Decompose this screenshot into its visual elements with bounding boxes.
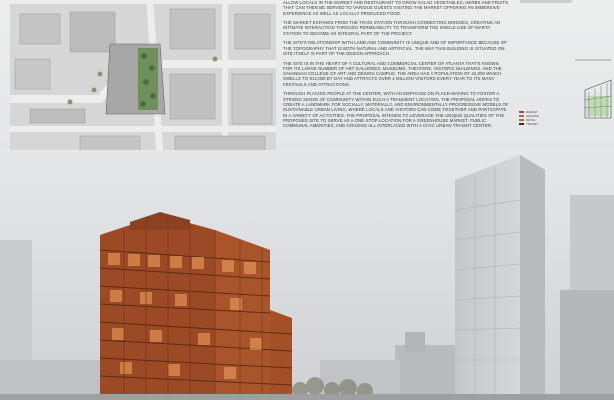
legend-label: HOUSING bbox=[526, 114, 540, 118]
paragraph-context: THE SITE IS IN THE HEART OF A CULTURAL AND COMMERCIAL CENTER OF ATLANTA THAT'S KNOWN FOR ITS LARGE NUMBER OF ART GALLERIES, MUSEUMS, THEATERS, HISTORIC BUILDINGS, AND THE SAVANNAH COLLEGE OF ART AND DESIGN CAMPUS. THE AREA HAS A POPULATION OF 42,000 WHICH SWELLS TO 912,000 BY DAY AND ATTRACTS OVER 4 MILLION VISITORS EVERY YEAR TO ITS MANY FESTIVALS AND ATTRACTIONS. bbox=[283, 60, 502, 87]
diagram-legend bbox=[519, 110, 569, 126]
paragraph-station: THE MARKET EXPANDS FROM THE TRAIN STATION THROUGH CONNECTING BRIDGES, CREATING AN INTIMATE INTERACTION THROUGH PERMEABILITY TO TRANSFORM THE SINGLE-USE OF MARTA STATION TO BECOME AN INTEGRAL PART OF THE PROJECT. bbox=[283, 20, 501, 36]
legend-swatch-orange bbox=[519, 119, 524, 122]
site-plan-image bbox=[10, 4, 276, 156]
paragraph-site: THE SITE'S RELATIONSHIP WITH LAND AND COMMUNITY IS UNIQUE AND OF IMPORTANCE BECAUSE OF THE TOPOGRAPHY THAT IS BOTH NATURAL AND ARTIFICIAL. THE WAY THIS BUILDING IS SITUATED ON-SITE ITSELF IS PART OF THE DESIGN APPROACH. bbox=[283, 40, 507, 56]
project-description bbox=[283, 0, 509, 160]
paragraph-proposal: THROUGH PLACING PEOPLE AT THE CENTER, WITH AN EMPHASIS ON PLACE-MAKING TO FOSTER A STRONG SENSE OF COMMUNITY WITHIN SUCH A TRANSIENT LOCATION, THE PROPOSAL HOPES TO CREATE A LANDMARK FOR SOCIALLY, MATERIALLY, AND ENVIRONMENTALLY PROGRESSIVE MODELS OF SUSTAINABLE URBAN LIVING, WHERE LOCALS AND VISITORS CAN COME TOGETHER AND PARTICIPATE IN A VARIETY OF ACTIVITIES. THE PROPOSAL INTENDS TO LEVERAGE THE UNIQUE QUALITIES OF THE PROPOSED SITE TO SERVE AS A ONE-STOP LOCATION FOR A GREENHOUSE MARKET, PUBLIC COMMUNAL AMENITIES, AND HOUSING ALL INTERLACED WITH A CIVIC URBAN TRANSIT CENTER. bbox=[283, 91, 509, 129]
legend-label: MARKET bbox=[526, 110, 538, 114]
paragraph-market: ALLOW LOCALS IN THE MARKET AND RESTAURANT TO GROW SALAD VEGETABLES, HERBS AND FRUITS THAT CAN THEN BE SERVED TO VARIOUS GUESTS VISITING THE MARKET OFFERING AN IMMERSIVE EXPERIENCE AS WELL AS LOCALLY PRODUCED FOOD. bbox=[283, 0, 509, 16]
legend-swatch-grey bbox=[519, 115, 524, 118]
legend-label: RETAIL bbox=[526, 118, 536, 122]
building-rendering bbox=[0, 150, 614, 400]
legend-swatch-red bbox=[519, 111, 524, 114]
axonometric-diagram bbox=[515, 0, 614, 160]
legend-item bbox=[519, 122, 569, 126]
legend-label: TRANSIT bbox=[526, 122, 538, 126]
legend-swatch-black bbox=[519, 123, 524, 126]
